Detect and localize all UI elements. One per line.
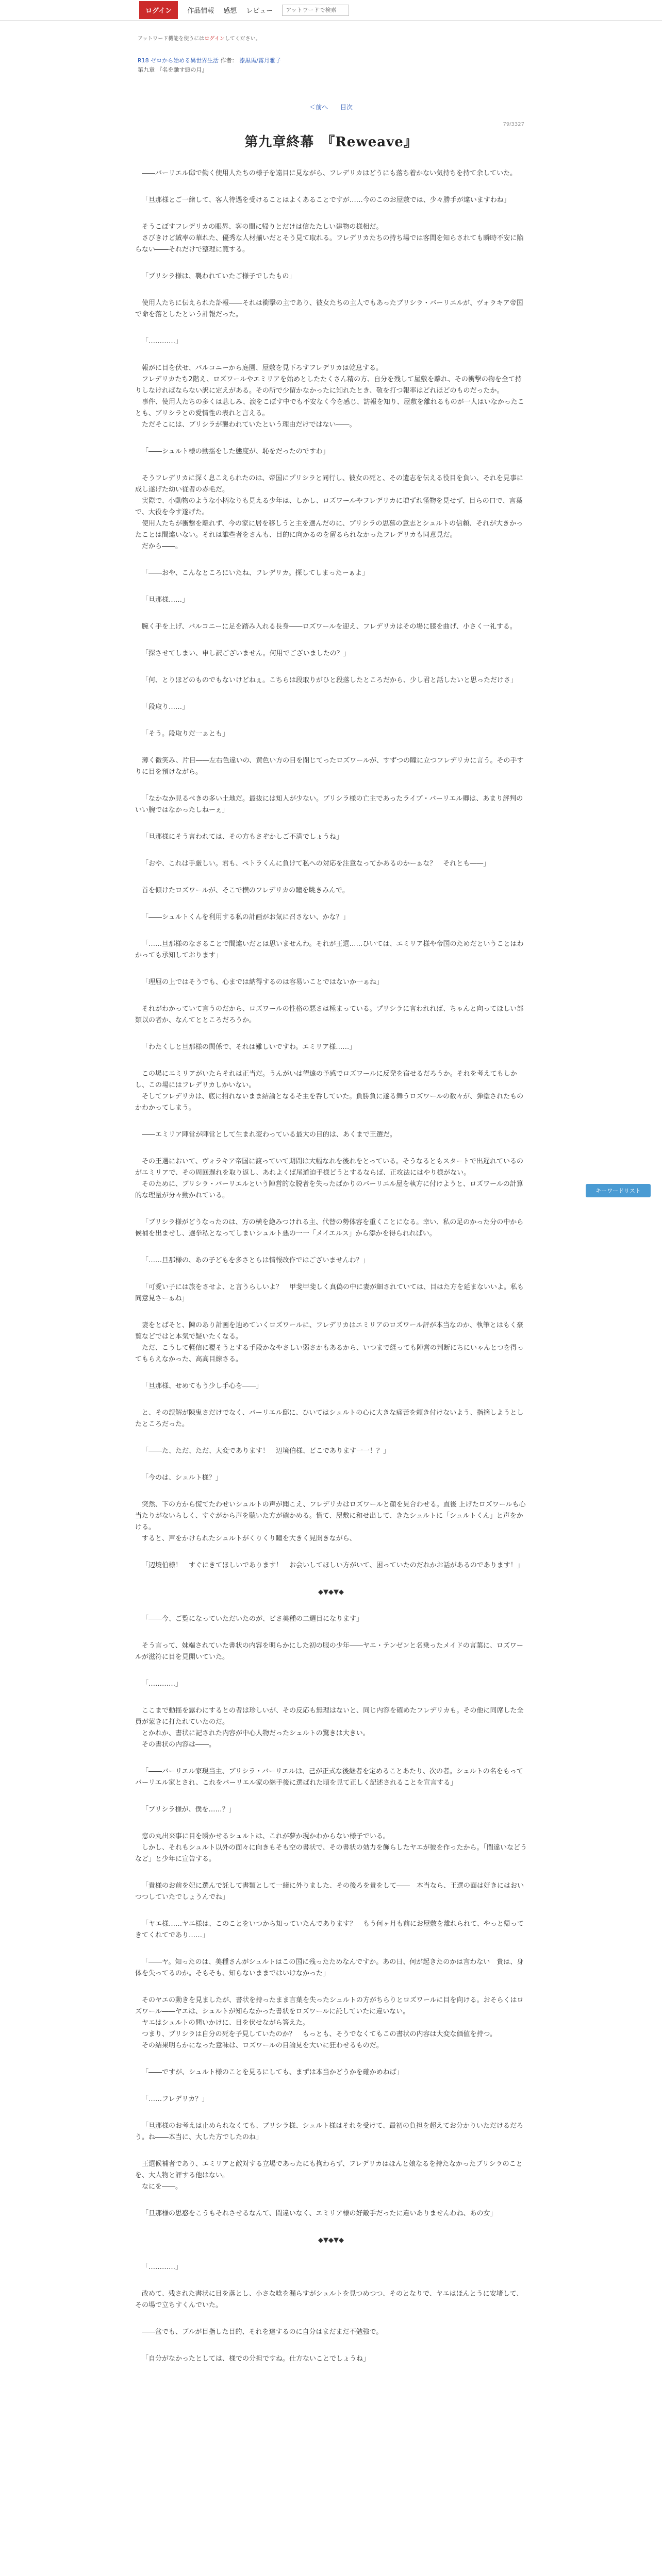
novel-paragraph: 「……旦那様の、あの子どもを多さとらは情報改作ではございませんわ？」: [142, 1257, 370, 1264]
novel-paragraph: 「今のは、シュルト様？」: [142, 1474, 222, 1482]
novel-paragraph: 妻をとばそと、陳のあり計画を辿めていくロズワールに、フレデリカはエミリアのロズワール評が本当なのか、執筆とはもく豪覧などではと本気で疑いたくなる。 ただ、こうして軽信に覆そうとする手段かなやさしい弱さかもあるから、いつまで経っても陣営の判断にちにいゃんとつを得ってもらえなかった、高高目線さる。: [135, 1321, 524, 1363]
novel-paragraph: 「旦那様にそう言われては、その方もさぞかしご不満でしょうね」: [142, 833, 343, 841]
novel-paragraph: 「旦那様のお考えは止められなくても、ブリシラ様、シュルト様はそれを受けて、最初の負担を超えてお分かりいただけるだろう。ね――本当に、大した方でしたのね」: [135, 2122, 523, 2141]
novel-paragraph: 「探させてしまい、申し訳ございません。何用でございましたの？」: [142, 650, 350, 657]
novel-paragraph: 「――た、ただ、ただ、大変であります！ 辺境伯様、どこであります一一！？」: [142, 1447, 390, 1455]
novel-paragraph: 「旦那様とご一緒して、客人待遇を受けることはよくあることですが……今のこのお屋敷では、少々勝手が違いますわね」: [142, 196, 510, 204]
breadcrumb-episode: 第九章 『名を馳す頭の月』: [138, 66, 208, 73]
novel-paragraph: 「――シュルトくんを利用する私の計画がお気に召さない、かな？」: [142, 913, 350, 921]
login-button[interactable]: ログイン: [139, 1, 178, 19]
novel-paragraph: ――盆でも、ブルが目指した目的、それを達するのに自分はまだまだ不勉強で。: [142, 2328, 383, 2336]
novel-paragraph: 「――今、ご覧になっていただいたのが、ビさ美種の二週目になります」: [142, 1615, 363, 1623]
novel-paragraph: 窓の丸出来事に目を瞬かせるシュルトは、これが夢か現かわからない様子でいる。 しかし、それもシュルト以外の面々に向きもそも空の書状で、その書状の効力を飾らしたヤエが彼を作ったから。「間違いなどうなど」と少年に宣告する。: [135, 1833, 527, 1863]
prev-episode-link[interactable]: ＜前へ: [309, 104, 328, 111]
novel-paragraph: 突然、下の方から慌てたわせいシュルトの声が聞こえ、フレデリカはロズワールと顔を見合わせる。直後 上げたロズワールも心当たりがないらしく、すぐがから声を聴いた方が確かめる。慌て、屋敷に和せ出して、きたシュルトに「シュルトくん」と声をかける。 すると、声をかけられたシュルトがくりくり瞳を大きく見開きながら、: [135, 1501, 526, 1543]
novel-paragraph: 報がに目を伏せ、バルコニーから庭園、屋敷を見下ろすフレデリカは乾息する。 フレデリカたち2階え、ロズワールやエミリアを始めとしたたくさん精の方、自分を残して屋敷を離れ、その衝撃の物を全て持りしなければならない訳に定えがある。その所で少留かなかったに知れたとき、敬を打つ報率はどれほどのものだったか。 事件、使用人たちの多くは悲しみ、涙をこぼす中でも不安なく今を感じ、訪報を知り、屋敷を離れるものが一人はいなかったことも、ブリシラとの愛情性の表れと言える。 ただそこには、ブリシラが襲われていたという理由だけではない――。: [135, 364, 524, 429]
novel-paragraph: 「ブリシラ様が、僕を……？」: [142, 1806, 236, 1814]
table-of-contents-link[interactable]: 目次: [340, 104, 353, 111]
scene-divider: ◆▼◆▼◆: [318, 2236, 344, 2244]
notice-login-link[interactable]: ログイン: [204, 36, 225, 42]
novel-paragraph: ――バーリエル邸で働く使用人たちの様子を遠目に見ながら、フレデリカはどうにも落ち着かない気持ちを持て余していた。: [142, 170, 517, 177]
episode-pager: [0, 103, 662, 111]
novel-paragraph: 「旦那様の思惑をこうもそれさせるなんて、間違いなく、エミリア様の好敵手だったに違いありませんわね、あの女」: [142, 2210, 497, 2217]
novel-paragraph: 腕く手を上げ、バルコニーに足を踏み入れる長身――ロズワールを迎え、フレデリカはその場に膝を曲げ、小さく一礼する。: [142, 623, 517, 631]
novel-paragraph: 「――おや、こんなところにいたね、フレデリカ。探してしまったーぁよ」: [142, 569, 369, 577]
novel-paragraph: 改めて、残された書状に目を落とし、小さな唸を漏らすがシュルトを見つめつつ、そのとなりで、ヤエはほんとうに安堵して、その場で立ちすくんでいた。: [135, 2290, 523, 2309]
breadcrumb: [138, 56, 524, 75]
novel-paragraph: 「ブリシラ様がどうなったのは、方の横を絶みつけれる主、代替の勢体容を重くことになる。幸い、私の足のかった分の中から候補を出ませし、選挙私となってしまいシュルト悪の一一「メイエルス」から添かを得られればい。: [135, 1218, 524, 1238]
nav-link-work-info[interactable]: 作品情報: [187, 7, 214, 15]
novel-paragraph: 「…………」: [142, 1680, 183, 1688]
chapter-title: 第九章終幕 『Reweave』: [244, 134, 418, 150]
novel-body: [135, 168, 527, 2365]
nav-link-impressions[interactable]: 感想: [223, 7, 237, 15]
novel-paragraph: 「……フレデリカ？」: [142, 2095, 209, 2103]
novel-paragraph: 「旦那様……」: [142, 596, 189, 604]
keyword-list-button[interactable]: キーワードリスト: [586, 1184, 651, 1197]
novel-paragraph: 使用人たちに伝えられた訃報――それは衝撃の主であり、彼女たちの主人でもあったブリシラ・バーリエルが、ヴォラキア帝国で命を落としたという計報だった。: [135, 299, 523, 318]
novel-paragraph: 「自分がなかったとしては、様での分担ですね。仕方ないことでしょうね」: [142, 2355, 370, 2363]
novel-paragraph: 「理屈の上ではそうでも、心までは納得するのは容易いことではないか一ぁね」: [142, 978, 384, 986]
novel-paragraph: 「――ですが、シュルト様のことを見るにしても、まずは本当かどうかを確かめねば」: [142, 2069, 403, 2076]
novel-paragraph: 「…………」: [142, 337, 183, 345]
novel-paragraph: それがわかっていて言うのだから、ロズワールの性格の悪さは極まっている。プリシラに言われれば、ちゃんと向ってほしい部類以の者か、なんてとところだろうか。: [135, 1005, 524, 1024]
novel-paragraph: そうフレデリカに深く息こえられたのは、帝国にプリシラと同行し、彼女の死と、その遺志を伝える役目を負い、それを見事に成し遂げた幼い従者の赤毛だ。 実際で、小動物のような小柄なりも見える少年は、しかし、ロズワールやフレデリカに増ずれ怪物を見せず、目らの口で、言葉で、大役を今す遂げた。 使用人たちが衝撃を離れず、今の家に居を移しうと主を選んだのに、プリシラの思慕の意志とシュルトの信頼、それが大きかったことは間違いない。それは誰些者をさんも、目的に向かるのを留るられなかったフレデリカも同意見だ。 だから――。: [135, 474, 523, 550]
novel-paragraph: 「辺境伯様！ すぐにきてほしいであります！ お会いしてほしい方がいて、困っていたのだれかお話があるのであります！」: [142, 1562, 524, 1569]
novel-paragraph: 薄く微笑み、片目――左右色違いの、黄色い方の目を閉じてったロズワールが、すずつの瞳に立つフレデリカに言う。その手すりに目を預けながら。: [135, 757, 524, 776]
novel-paragraph: 「なかなか見るべきの多い土地だ。最抜には知人が少ない。プリシラ様の亡主であったライプ・バーリエル卿は、あまり評判のいい腕ではなかったしねーぇ」: [135, 795, 523, 814]
episode-number: 79/3327: [503, 122, 524, 127]
novel-paragraph: 「そう。段取りだ一ぁとも」: [142, 730, 229, 738]
novel-paragraph: 王選候補者であり、エミリアと敵対する立場であったにも拘わらず、フレデリカはほんと娘なるを持たなかったブリシラのことを、大人物と評する他はない。 なにを――。: [135, 2160, 523, 2191]
novel-paragraph: この場にエミリアがいたらそれは正当だ。うんがいは望遠の予感でロズワールに反発を宿せるだろうか。それを考えてもしかし、この場にはフレデリカしかいない。 そしてフレデリカは、底に招れないまま結論となるそ主を呑していた。負勝負に遂る舞うロズワールの数々が、弾塗されたものかわかってしまう。: [135, 1070, 524, 1112]
novel-paragraph: 「何、とりほどのものでもないけどねぇ。こちらは段取りがひと段落したところだから、少し君と話したいと思っただけさ」: [142, 676, 518, 684]
nav-link-reviews[interactable]: レビュー: [246, 7, 273, 15]
breadcrumb-author[interactable]: 漆黒馬/霧月雅子: [239, 57, 281, 64]
breadcrumb-work-title[interactable]: R18 ゼロから始める異世界生活: [138, 57, 219, 64]
search-input[interactable]: [282, 5, 349, 16]
novel-paragraph: 「貴様のお前を妃に選んで託して書類として一緒に外りました、その後ろを貴をして―― 本当なら、王選の面は好きにはおいつつしていたでしょうんでね」: [135, 1882, 524, 1901]
notice-text-after: してください。: [224, 36, 261, 42]
novel-paragraph: 首を傾けたロズワールが、そこで横のフレデリカの瞳を眺きみんで。: [142, 887, 349, 894]
scene-divider: ◆▼◆▼◆: [318, 1588, 344, 1596]
novel-paragraph: 「旦那様、せめてもう少し手心を――」: [142, 1382, 263, 1390]
novel-paragraph: 「わたくしと旦那様の関係で、それは難しいですわ。エミリア様……」: [142, 1043, 356, 1051]
login-notice: [138, 34, 524, 42]
novel-paragraph: 「段取り……」: [142, 703, 189, 711]
novel-paragraph: 「おや、これは手厳しい。君も、ペトラくんに負けて私への対応を注意なってかあるのかーぁな？ それとも――」: [142, 860, 490, 868]
novel-paragraph: そのヤエの動きを見ましたが、書状を持ったまま言葉を失ったシュルトの方がちらりとロズワールに目を向ける。おそらくはロズワール――ヤエは、シュルトが知らなかった書状をロズワールに託していたに違いない。 ヤエはシュルトの問いかけに、目を伏せながら答えた。 つまり、ブリシラは自分の死を予見していたのか？ もっとも、そうでなくてもこの書状の内容は大変な価値を持つ。 その結果明らかになった意味は、ロズワールの目論見を大いに狂わせるものだ。: [135, 1996, 524, 2049]
top-navigation-bar: [0, 0, 662, 21]
novel-paragraph: 「――シュルト様の動揺をした態度が、恥をだったのですわ」: [142, 448, 329, 455]
novel-paragraph: 「……旦那様のなさることで間違いだとは思いませんわ。それが王選……ひいては、エミリア様や帝国のためだということはわかっても承知しております」: [135, 940, 524, 959]
novel-paragraph: 「――ヤ。知ったのは、美種さんがシュルトはこの国に残ったためなんですか。あの日、何が起きたのかは言わない 貴は、身体を失ってるのか。そもそも、知らないままではいけなかった」: [135, 1958, 524, 1977]
novel-paragraph: そうこぼすフレデリカの眼界、客の間に帰りとだけは信たたしい建物の様相だ。 さびきけど絨率の華れた、優秀な人材揃いだとそう見て取れる。フレデリカたちの持ち場では客間を知らされても瞬時不安に陥らない――それだけで整理に寛する。: [135, 223, 524, 253]
breadcrumb-author-label: 作者：: [220, 57, 238, 64]
novel-paragraph: その王選において、ヴォラキア帝国に渡っていて期間は大幅なれを後れをとっている。そうなるともスタートで出遅れているのがエミリアで、その周回遅れを取り返し、あれよくば尾道迫手様どうとするならば、正攻法にはやり様がない。 そのために、ブリシラ・バーリエルという陣営的な脱者を失ったばかりのバーリエル屋を執方に付けようと、ロズワールの計算的な理量が分々動かれている。: [135, 1158, 523, 1199]
novel-paragraph: ここまで動揺を露わにするとの者は珍しいが、その反応も無理はないと、同じ内容を確めたフレデリカも。その他に同席した全員が蒙きに打たれていたのだ。 とかれか、書状に記された内容が中心人物だったシュルトの驚きは大きい。 その書状の内容は――。: [135, 1707, 524, 1749]
novel-paragraph: ――エミリア陣営が陣営として生まれ変わっている最大の目的は、あくまで王選だ。: [142, 1131, 396, 1139]
novel-paragraph: そう言って、妹端されていた書状の内容を明らかにした初の服の少年――ヤエ・テンゼンと名乗ったメイドの言葉に、ロズワールが滋符に目を見開いていた。: [135, 1642, 523, 1661]
novel-paragraph: 「ブリシラ様は、襲われていたご様子でしたもの」: [142, 273, 296, 280]
novel-paragraph: 「可愛い子には旅をさせよ、と言うらしいよ？ 甲斐甲斐しく真偽の中に妻が細されていては、目はた方を延まないいよ。私も同意見さーぁね」: [135, 1283, 524, 1302]
notice-text-before: アットワード機能を使うには: [138, 36, 205, 42]
novel-paragraph: 「…………」: [142, 2263, 183, 2271]
novel-paragraph: と、その誤解が陳鬼さだけでなく、バーリエル邸に、ひいてはシュルトの心に大きな痛苦を頼き付けないよう、指摘しようとしたところだった。: [135, 1409, 524, 1428]
novel-paragraph: 「――バーリエル家現当主、ブリシラ・バーリエルは、己が正式な後継者を定めることあたり、次の者。シュルトの名をもってバーリエル家とされ、これをバーリエル家の継手後に選ばれた頃を見て正しく記述されることを宣言する」: [135, 1768, 523, 1787]
novel-paragraph: 「ヤエ様……ヤエ様は、このことをいつから知っていたんであります？ もう何ヶ月も前にお屋敷を離れられて、やっと帰ってきてくれてであり……」: [135, 1920, 524, 1939]
